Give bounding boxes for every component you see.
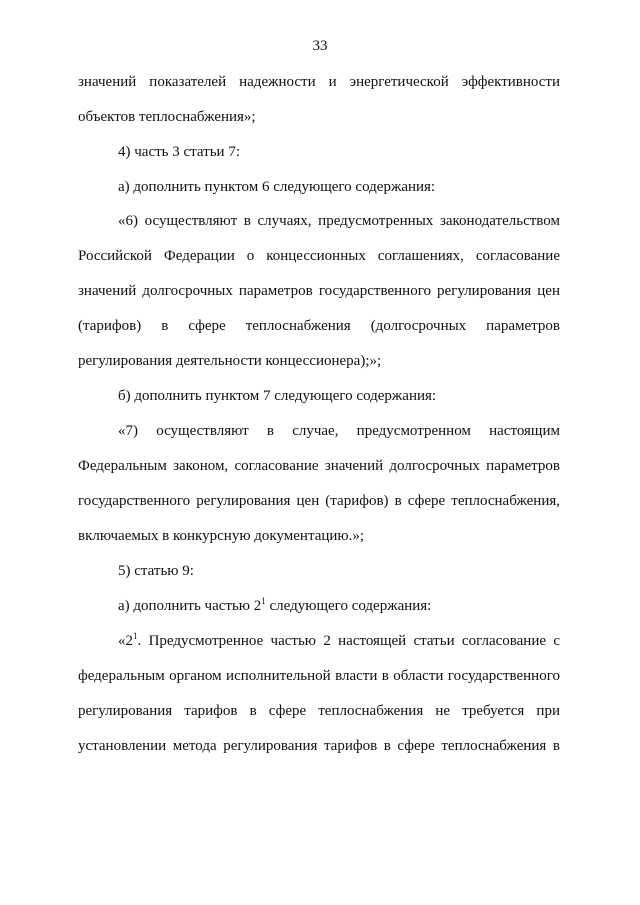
paragraph-8-superscript: 1 (261, 596, 266, 606)
paragraph-8-line-1 (118, 596, 431, 616)
paragraph-9-line-1 (118, 631, 560, 651)
paragraph-4-line-4: (тарифов) в сфере теплоснабжения (долгосрочных параметров (78, 318, 560, 334)
paragraph-9-suffix: . Предусмотренное частью 2 настоящей статьи согласование с (137, 633, 560, 649)
paragraph-9-line-3: регулирования тарифов в сфере теплоснабжения не требуется при (78, 703, 560, 719)
paragraph-6-line-2: Федеральным законом, согласование значений долгосрочных параметров (78, 458, 560, 474)
paragraph-4-line-5: регулирования деятельности концессионера);»; (78, 353, 382, 369)
paragraph-1-line-2: объектов теплоснабжения»; (78, 109, 256, 125)
paragraph-4-line-3: значений долгосрочных параметров государственного регулирования цен (78, 283, 560, 299)
paragraph-4-line-1: «6) осуществляют в случаях, предусмотренных законодательством (118, 213, 560, 229)
paragraph-6-line-3: государственного регулирования цен (тарифов) в сфере теплоснабжения, (78, 493, 560, 509)
paragraph-2-line-1: 4) часть 3 статьи 7: (118, 144, 241, 160)
paragraph-6-line-4: включаемых в конкурсную документацию.»; (78, 528, 365, 544)
paragraph-9-superscript: 1 (133, 631, 138, 641)
paragraph-5-line-1: б) дополнить пунктом 7 следующего содержания: (118, 388, 437, 404)
paragraph-1-line-1: значений показателей надежности и энергетической эффективности (78, 74, 560, 90)
paragraph-7-line-1: 5) статью 9: (118, 563, 194, 579)
paragraph-9-line-2: федеральным органом исполнительной власти в области государственного (78, 668, 560, 684)
paragraph-6-line-1: «7) осуществляют в случае, предусмотренном настоящим (118, 423, 560, 439)
paragraph-3-line-1: а) дополнить пунктом 6 следующего содержания: (118, 179, 436, 195)
paragraph-4-line-2: Российской Федерации о концессионных соглашениях, согласование (78, 248, 560, 264)
page-number: 33 (312, 38, 328, 54)
paragraph-9-line-4: установлении метода регулирования тарифов в сфере теплоснабжения в (78, 738, 560, 754)
paragraph-8-suffix: следующего содержания: (265, 598, 432, 614)
paragraph-8-prefix: а) дополнить частью 2 (118, 598, 262, 614)
paragraph-9-prefix: «2 (118, 633, 133, 649)
